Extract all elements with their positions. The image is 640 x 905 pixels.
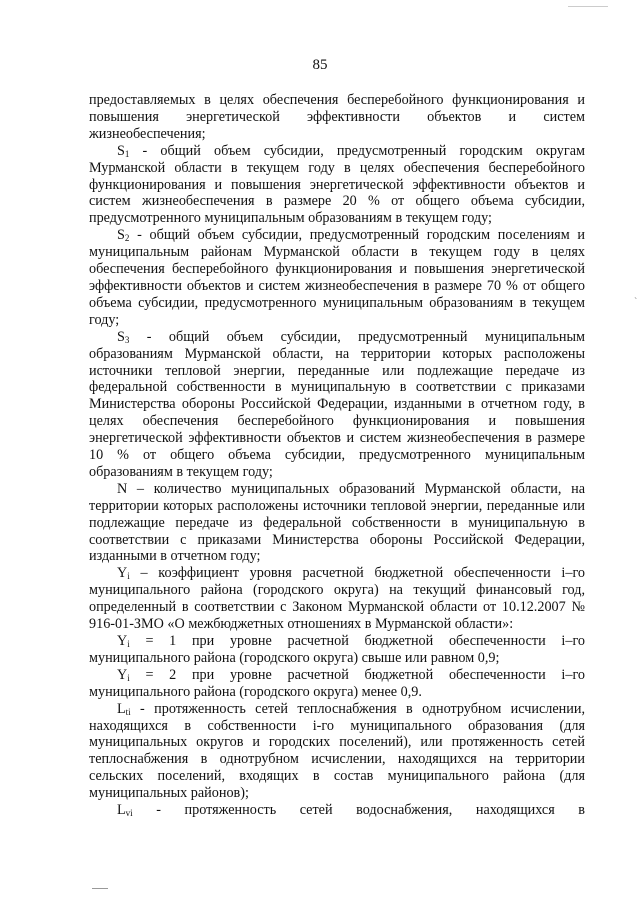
paragraph-text: - общий объем субсидии, предусмотренный муниципальным образованиям Мурманской области, на территории которых расположены источники тепловой энергии, переданные или подлежащие передаче из федеральной собственности в муниципальную в соответствии с приказами Министерства обороны Российской Федерации, изданными в отчетном году, в целях обеспечения бесперебойного функционирования и повышения энергетической эффективности объектов и систем жизнеобеспечения в размере 10 % от общего объема субсидии, предусмотренного муниципальным образованиям в текущем году; [89, 328, 585, 480]
paragraph-text: - протяженность сетей теплоснабжения в однотрубном исчислении, находящихся в собственности i-го муниципального образования (для муниципальных округов и городских поселений), или протяженность сетей теплоснабжения в однотрубном исчислении, находящихся на территории сельских поселений, входящих в состав муниципального района (для муниципальных районов); [89, 700, 585, 802]
variable-symbol: S [117, 142, 125, 159]
scan-edge-mark [568, 0, 608, 7]
paragraph-text: – количество муниципальных образований Мурманской области, на территории которых расположены источники тепловой энергии, переданные или подлежащие передаче из федеральной собственности в муниципальную в соответствии с приказами Министерства обороны Российской Федерации, изданными в отчетном году; [89, 480, 585, 565]
variable-symbol: S [117, 328, 125, 345]
paragraph-s2 [89, 227, 585, 328]
paragraph-yi-1 [89, 633, 585, 667]
variable-symbol: L [117, 700, 126, 717]
paragraph-yi [89, 565, 585, 633]
variable-symbol: S [117, 227, 125, 244]
paragraph-text: = 2 при уровне расчетной бюджетной обеспеченности i–го муниципального района (городского округа) менее 0,9. [89, 666, 585, 700]
paragraph-yi-2 [89, 667, 585, 701]
body-text [89, 92, 585, 819]
paragraph-n [89, 481, 585, 566]
variable-subscript: i [127, 639, 130, 649]
variable-symbol: N [117, 480, 128, 497]
variable-subscript: 3 [124, 334, 130, 345]
scan-margin-mark: ` [634, 297, 638, 308]
paragraph-s3 [89, 329, 585, 481]
variable-subscript: i [127, 571, 130, 582]
paragraph-text: = 1 при уровне расчетной бюджетной обеспеченности i–го муниципального района (городского округа) свыше или равном 0,9; [89, 633, 585, 666]
paragraph-text: - общий объем субсидии, предусмотренный городским округам Мурманской области в текущем году в целях обеспечения бесперебойного функционирования и повышения энергетической эффективности объектов и систем жизнеобеспечения в размере 20 % от общего объема субсидии, предусмотренного муниципальным образованиям в текущем году; [89, 142, 585, 227]
paragraph-lti [89, 701, 585, 802]
variable-subscript: vi [125, 808, 133, 819]
variable-symbol: Y [117, 666, 128, 683]
paragraph-lvi [89, 802, 585, 819]
paragraph-text: - протяженность сетей водоснабжения, находящихся в [132, 802, 585, 819]
variable-symbol: Y [117, 633, 128, 649]
variable-symbol: L [117, 802, 126, 819]
variable-subscript: i [127, 672, 130, 683]
page-number: 85 [312, 57, 328, 73]
scan-footer-mark [92, 888, 108, 889]
variable-subscript: 2 [124, 233, 130, 244]
paragraph-s1 [89, 143, 585, 228]
paragraph-intro: предоставляемых в целях обеспечения бесперебойного функционирования и повышения энергетической эффективности объектов и систем жизнеобеспечения; [89, 92, 585, 142]
variable-subscript: 1 [124, 148, 130, 159]
paragraph-text: - общий объем субсидии, предусмотренный городским поселениям и муниципальным районам Мурманской области в текущем году в целях обеспечения бесперебойного функционирования и повышения энергетической эффективности объектов и систем жизнеобеспечения в размере 70 % от общего объема субсидии, предусмотренного муниципальным образованиям в текущем году; [89, 227, 585, 328]
variable-symbol: Y [117, 565, 128, 582]
paragraph-text: – коэффициент уровня расчетной бюджетной обеспеченности i–го муниципального района (городского округа) на текущий финансовый год, определенный в соответствии с Законом Мурманской области от 10.12.2007 № 916-01-ЗМО «О межбюджетных отношениях в Мурманской области»: [89, 565, 585, 633]
variable-subscript: ti [125, 706, 131, 717]
